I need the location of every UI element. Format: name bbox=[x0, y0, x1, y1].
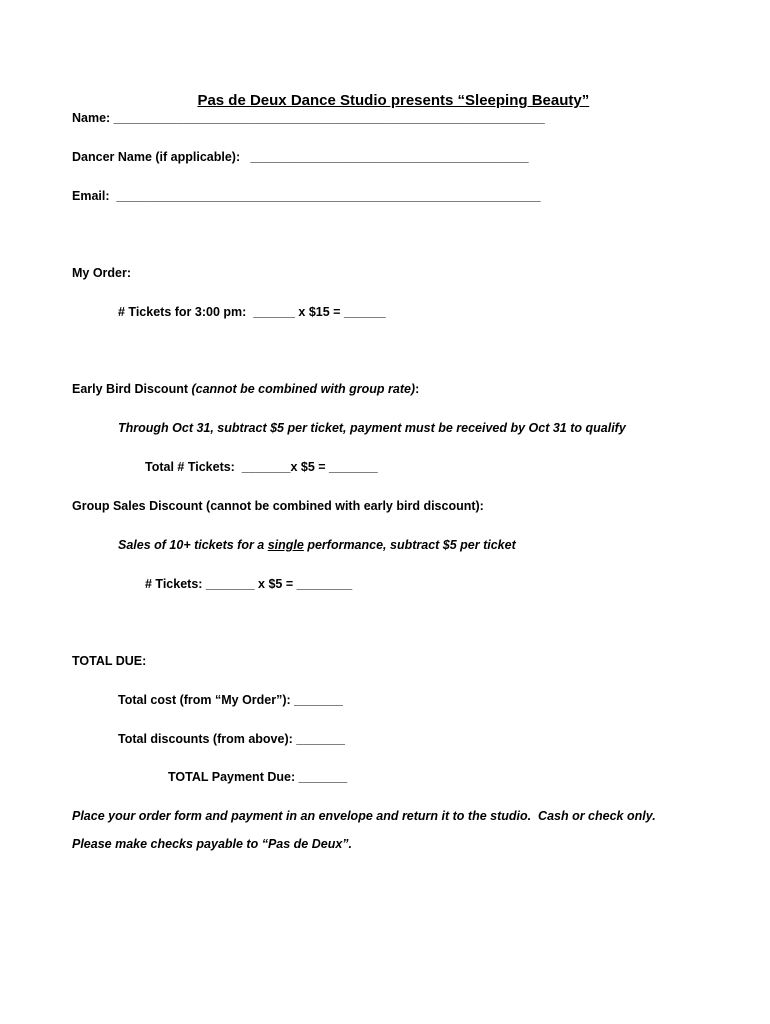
group-sales-note bbox=[118, 537, 516, 553]
name-field: Name: ______________________________________________________________ bbox=[72, 111, 545, 125]
total-due-heading: TOTAL DUE: bbox=[72, 654, 147, 668]
footer-instructions: Place your order form and payment in an envelope and return it to the studio. Cash or check only. bbox=[72, 809, 656, 823]
my-order-heading: My Order: bbox=[72, 266, 132, 280]
page-title-text: Pas de Deux Dance Studio presents “Sleeping Beauty” bbox=[197, 92, 590, 109]
group-note-end: performance, subtract $5 per ticket bbox=[303, 538, 516, 552]
early-bird-heading-colon: : bbox=[415, 382, 420, 396]
group-sales-heading: Group Sales Discount (cannot be combined with early bird discount): bbox=[72, 499, 484, 513]
group-tickets-line: # Tickets: _______ x $5 = ________ bbox=[145, 577, 353, 591]
dancer-name-field: Dancer Name (if applicable): ________________________________________ bbox=[72, 150, 529, 164]
tickets-3pm-line: # Tickets for 3:00 pm: ______ x $15 = ______ bbox=[118, 305, 386, 319]
footer-payable-note: Please make checks payable to “Pas de Deux”. bbox=[72, 837, 353, 851]
group-note-single: single bbox=[267, 538, 304, 552]
early-bird-heading-text: Early Bird Discount bbox=[72, 382, 192, 396]
total-payment-line: TOTAL Payment Due: _______ bbox=[168, 770, 348, 784]
total-discounts-line: Total discounts (from above): _______ bbox=[118, 732, 345, 746]
group-note-start: Sales of 10+ tickets for a bbox=[118, 538, 268, 552]
early-bird-heading bbox=[72, 381, 419, 397]
total-cost-line: Total cost (from “My Order”): _______ bbox=[118, 693, 343, 707]
early-bird-note: Through Oct 31, subtract $5 per ticket, payment must be received by Oct 31 to qualify bbox=[118, 421, 626, 435]
early-bird-heading-note: (cannot be combined with group rate) bbox=[191, 382, 416, 396]
email-field: Email: _____________________________________________________________ bbox=[72, 189, 541, 203]
early-bird-total-line: Total # Tickets: _______x $5 = _______ bbox=[145, 460, 378, 474]
